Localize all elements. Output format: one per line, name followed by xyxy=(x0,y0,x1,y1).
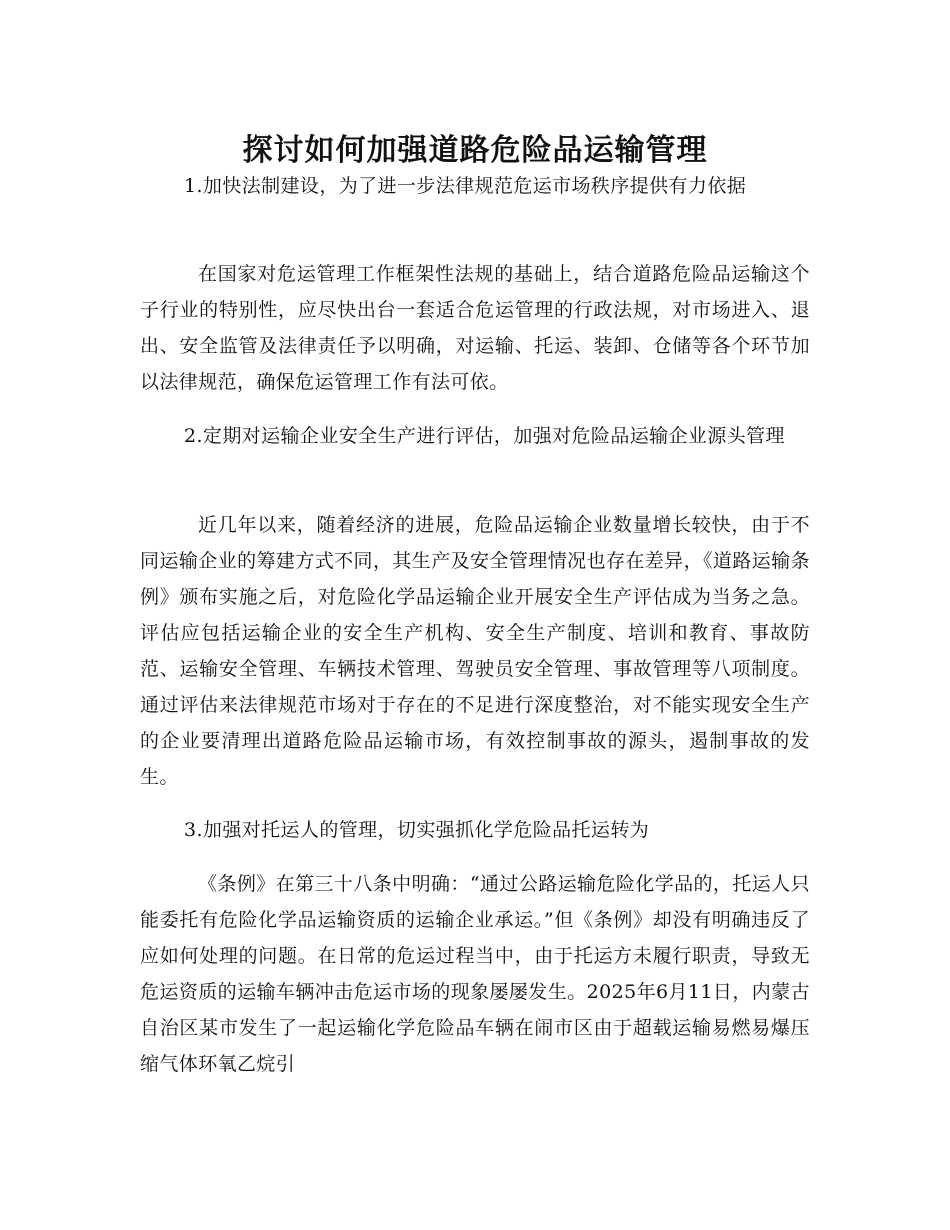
section-1-heading: 1.加快法制建设，为了进一步法律规范危运市场秩序提供有力依据 xyxy=(184,175,747,197)
section-3-heading: 3.加强对托运人的管理，切实强抓化学危险品托运转为 xyxy=(184,819,650,841)
document-title: 探讨如何加强道路危险品运输管理 xyxy=(242,133,708,169)
section-3-body: 《条例》在第三十八条中明确：“通过公路运输危险化学品的，托运人只能委托有危险化学品运输资质的运输企业承运。”但《条例》却没有明确违反了应如何处理的问题。在日常的危运过程当中，由于托运方未履行职责，导致无危运资质的运输车辆冲击危运市场的现象屡屡发生。2025年6月11日，内蒙古自治区某市发生了一起运输化学危险品车辆在闹市区由于超载运输易燃易爆压缩气体环氧乙烷引 xyxy=(140,873,810,1075)
section-2-heading: 2.定期对运输企业安全生产进行评估，加强对危险品运输企业源头管理 xyxy=(184,425,785,447)
section-2-body: 近几年以来，随着经济的进展，危险品运输企业数量增长较快，由于不同运输企业的筹建方式不同，其生产及安全管理情况也存在差异，《道路运输条例》颁布实施之后，对危险化学品运输企业开展安全生产评估成为当务之急。评估应包括运输企业的安全生产机构、安全生产制度、培训和教育、事故防范、运输安全管理、车辆技术管理、驾驶员安全管理、事故管理等八项制度。通过评估来法律规范市场对于存在的不足进行深度整治，对不能实现安全生产的企业要清理出道路危险品运输市场，有效控制事故的源头，遏制事故的发生。 xyxy=(140,514,810,788)
section-1-body: 在国家对危运管理工作框架性法规的基础上，结合道路危险品运输这个子行业的特别性，应尽快出台一套适合危运管理的行政法规，对市场进入、退出、安全监管及法律责任予以明确，对运输、托运、装卸、仓储等各个环节加以法律规范，确保危运管理工作有法可依。 xyxy=(140,263,810,393)
